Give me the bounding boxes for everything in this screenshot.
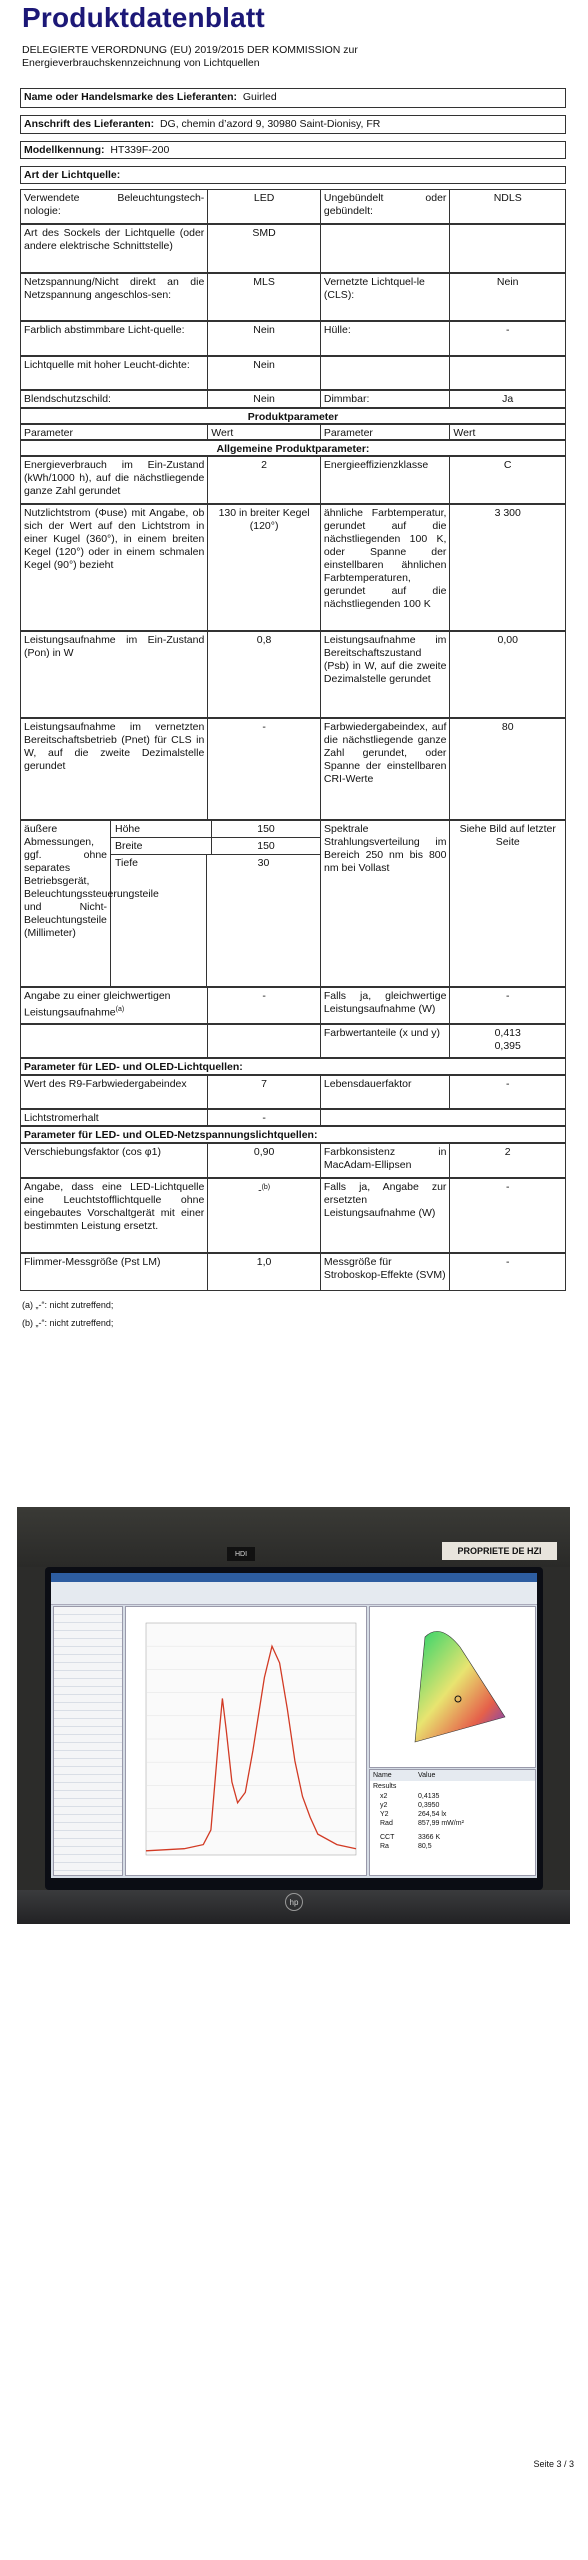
mains-header: Parameter für LED- und OLED-Netzspannungslichtquellen: — [20, 1126, 566, 1143]
footnote-b: (b) „-“: nicht zutreffend; — [22, 1318, 114, 1328]
result-value: 264,54 lx — [418, 1811, 447, 1818]
led-header: Parameter für LED- und OLED-Lichtquellen: — [20, 1058, 566, 1075]
cie-diagram-panel — [369, 1606, 536, 1768]
result-row — [370, 1842, 535, 1851]
flicker-row: Flimmer-Messgröße (Pst LM) 1,0 Messgröße für Stroboskop-Effekte (SVM) - — [20, 1253, 566, 1291]
result-value: 3366 K — [418, 1834, 441, 1841]
art-row: Farblich abstimmbare Licht-quelle: Nein Hülle: - — [20, 321, 566, 356]
art-row: Lichtquelle mit hoher Leucht-dichte: Nein — [20, 356, 566, 390]
art-row: Blendschutzschild: Nein Dimmbar: Ja — [20, 390, 566, 408]
param-row: Leistungsaufnahme im vernetzten Bereitschaftsbetrieb (Pnet) für CLS in W, auf die zweite Dezimalstelle gerundet - Farbwiedergabeindex, auf die nächstliegende ganze Zahl gerundet, oder Spanne der einstellbaren CRI-Werte 80 — [20, 718, 566, 820]
equivalent-row: Angabe zu einer gleichwertigen Leistungsaufnahme$^{(a)}$ - Falls ja, gleichwertige Leistungsaufnahme (W) - — [20, 987, 566, 1024]
hp-logo-icon: hp — [285, 1893, 303, 1911]
result-row — [370, 1810, 535, 1819]
result-row — [370, 1819, 535, 1828]
spectrum-chart — [126, 1607, 366, 1875]
address-label: Anschrift des Lieferanten: — [24, 118, 155, 130]
params-header: Produktparameter — [20, 408, 566, 424]
dimension-depth: Tiefe 30 — [111, 855, 320, 986]
measurement-photo — [17, 1507, 570, 1924]
result-key: x2 — [380, 1793, 388, 1800]
replacement-row: Angabe, dass eine LED-Lichtquelle eine Leuchtstofflichtquelle ohne eingebautes Vorschaltgerät mit einer bestimmten Leistung ersetzt. -$^{(b)}$ Falls ja, Angabe zur ersetzten Leistungsaufnahme (W) - — [20, 1178, 566, 1253]
intro-text — [22, 44, 542, 70]
hdmi-sticker: HDI — [227, 1547, 255, 1561]
params-column-header: Parameter Wert Parameter Wert — [20, 424, 566, 440]
model-label: Modellkennung: — [24, 144, 105, 156]
dimension-width: Breite 150 — [111, 838, 320, 855]
dimensions-table — [111, 821, 321, 986]
brand-label: Name oder Handelsmarke des Lieferanten: — [24, 91, 237, 103]
model-row — [20, 141, 566, 159]
param-row: Energieverbrauch im Ein-Zustand (kWh/1000 h), auf die nächstliegende ganze Zahl gerundet 2 Energieeffizienzklasse C — [20, 456, 566, 504]
dimension-height: Höhe 150 — [111, 821, 320, 838]
sticker-label: PROPRIETE DE HZI — [442, 1542, 557, 1560]
title-bar — [22, 2, 566, 38]
supplier-brand-row — [20, 88, 566, 108]
result-key: y2 — [380, 1802, 388, 1809]
screen-content — [51, 1573, 537, 1878]
art-row: Netzspannung/Nicht direkt an die Netzspannung angeschlos-sen: MLS Vernetzte Lichtquel-le (CLS): Nein — [20, 273, 566, 321]
art-row: Art des Sockels der Lichtquelle (oder andere elektrische Schnittstelle) SMD — [20, 224, 566, 273]
brand-value: Guirled — [242, 91, 277, 103]
supplier-address-row — [20, 115, 566, 134]
result-key: CCT — [380, 1834, 395, 1841]
power-factor-row: Verschiebungsfaktor (cos φ1) 0,90 Farbkonsistenz in MacAdam-Ellipsen 2 — [20, 1143, 566, 1178]
cie-gamut-shape — [415, 1631, 505, 1742]
maintenance-row: Lichtstromerhalt - — [20, 1109, 566, 1126]
page-number: Seite 3 / 3 — [533, 2459, 574, 2469]
result-value: 0,4135 — [418, 1793, 440, 1800]
result-row — [370, 1801, 535, 1810]
art-row: Verwendete Beleuchtungstech-nologie: LED Ungebündelt oder gebündelt: NDLS — [20, 189, 566, 224]
spectrum-panel — [125, 1606, 367, 1876]
measurement-tree — [53, 1606, 123, 1876]
footnote-a: (a) „-“: nicht zutreffend; — [22, 1300, 114, 1310]
address-value: DG, chemin d’azord 9, 30980 Saint-Dionisy, FR — [159, 118, 381, 130]
result-value: 857,99 mW/m² — [418, 1820, 464, 1827]
chromaticity-row: Farbwertanteile (x und y) 0,413 0,395 — [20, 1024, 566, 1058]
result-row — [370, 1833, 535, 1842]
page-title: Produktdatenblatt — [22, 2, 265, 33]
laptop-screen-bezel — [45, 1567, 543, 1890]
result-value: 80,5 — [418, 1843, 432, 1850]
result-key: Rad — [380, 1820, 393, 1827]
results-panel: Name Value Results x2 0,4135 y2 0,3950 Y2 264,54 lx Rad 857,99 mW/m² CCT 3366 K Ra 80,5 — [369, 1769, 536, 1876]
result-value: 0,3950 — [418, 1802, 440, 1809]
cie-diagram — [370, 1607, 535, 1767]
art-header: Art der Lichtquelle: — [20, 166, 566, 184]
r9-row: Wert des R9-Farbwiedergabeindex 7 Lebensdauerfaktor - — [20, 1075, 566, 1109]
general-params-header: Allgemeine Produktparameter: — [20, 440, 566, 456]
intro-line-2: Energieverbrauchskennzeichnung von Lichtquellen — [22, 57, 260, 69]
param-row: Nutzlichtstrom (Φuse) mit Angabe, ob sich der Wert auf den Lichtstrom in einer Kugel (360°), in einem breiten Kegel (120°) oder in einem schmalen Kegel (90°) bezieht 130 in breiter Kegel (120°) ähnliche Farbtemperatur, gerundet auf die nächstliegenden 100 K, oder Spanne der einstellbaren ähnlichen Farbtemperaturen, gerundet auf die nächstliegenden 100 K 3 300 — [20, 504, 566, 631]
result-key: Ra — [380, 1843, 389, 1850]
dimensions-row: äußere Abmessungen, ggf. ohne separates Betriebsgerät, Beleuchtungssteuerungsteile und Nicht-Beleuchtungsteile (Millimeter) Höhe 150 Breite 150 Tiefe 30 Spektrale Strahlungsverteilung im Bereich 250 nm bis 800 nm bei Vollast Siehe Bild auf letzter Seite — [20, 820, 566, 987]
param-row: Leistungsaufnahme im Ein-Zustand (Pon) in W 0,8 Leistungsaufnahme im Bereitschaftszustand (Psb) in W, auf die zweite Dezimalstelle gerundet 0,00 — [20, 631, 566, 718]
model-value: HT339F-200 — [110, 144, 170, 156]
intro-line-1: DELEGIERTE VERORDNUNG (EU) 2019/2015 DER KOMMISSION zur — [22, 44, 358, 56]
result-key: Y2 — [380, 1811, 389, 1818]
result-row — [370, 1792, 535, 1801]
